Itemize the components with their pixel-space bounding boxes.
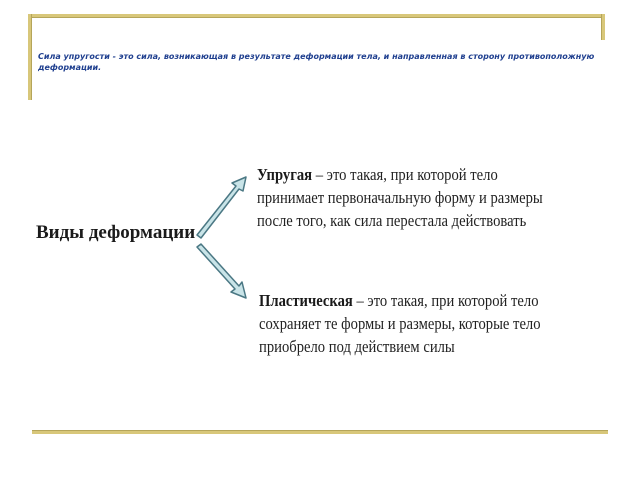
elastic-line-3: после того, как сила перестала действовать	[257, 211, 527, 230]
plastic-line-1	[259, 289, 541, 312]
slide-title: Сила упругости - это сила, возникающая в результате деформации тела, и направленная в сторону противоположную деформации.	[38, 52, 595, 72]
plastic-line-3: приобрело под действием силы	[259, 337, 455, 356]
elastic-text-1: – это такая, при которой тело	[312, 165, 498, 184]
plastic-line-2: сохраняет те формы и размеры, которые тело	[259, 314, 541, 333]
arrow-to-elastic	[197, 177, 246, 238]
elastic-line-1	[257, 163, 543, 186]
plastic-text-1: – это такая, при которой тело	[352, 291, 539, 310]
elastic-term: Упругая	[257, 165, 313, 184]
elastic-line-2: принимает первоначальную форму и размеры	[257, 188, 543, 207]
plastic-term: Пластическая	[259, 291, 353, 310]
diagram-root-label: Виды деформации	[36, 222, 196, 243]
elastic-definition	[257, 163, 543, 232]
arrow-to-plastic	[197, 244, 246, 298]
plastic-definition	[259, 289, 541, 358]
